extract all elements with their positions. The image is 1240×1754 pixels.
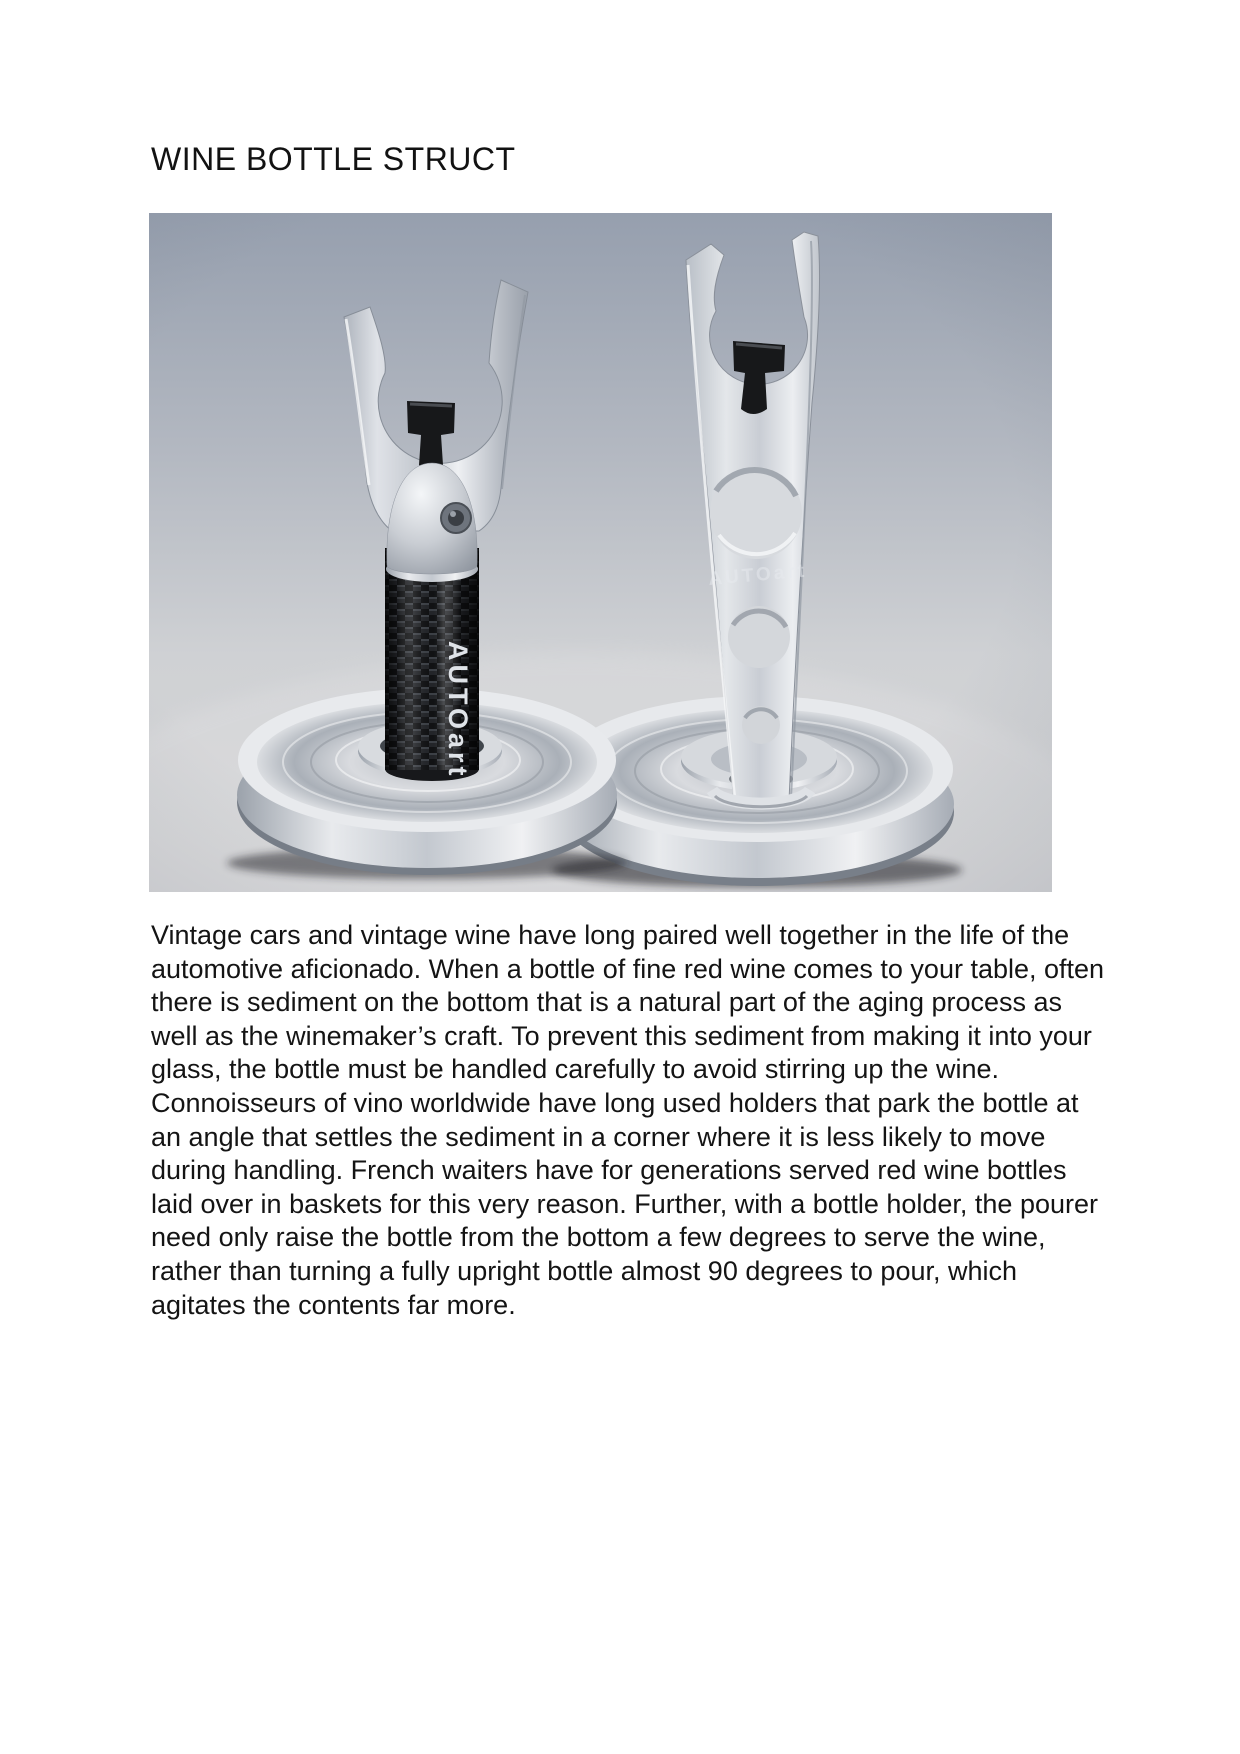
left-brand-text: AUTOart: [443, 641, 473, 780]
product-photo: [149, 213, 1052, 892]
document-title: WINE BOTTLE STRUCT: [151, 141, 516, 177]
right-brand-engraving: AUTOart: [707, 560, 808, 590]
body-paragraph: Vintage cars and vintage wine have long paired well together in the life of the automotive aficionado. When a bottle of fine red wine comes to your table, often there is sediment on the bottom that is a natural part of the aging process as well as the winemaker’s craft. To prevent this sediment from making it into your glass, the bottle must be handled carefully to avoid stirring up the wine. Connoisseurs of vino worldwide have long used holders that park the bottle at an angle that settles the sediment in a corner where it is less likely to move during handling. French waiters have for generations served red wine bottles laid over in baskets for this very reason. Further, with a bottle holder, the pourer need only raise the bottle from the bottom a few degrees to serve the wine, rather than turning a fully upright bottle almost 90 degrees to pour, which agitates the contents far more.: [151, 920, 1105, 1320]
left-carbon-column: [385, 548, 479, 781]
